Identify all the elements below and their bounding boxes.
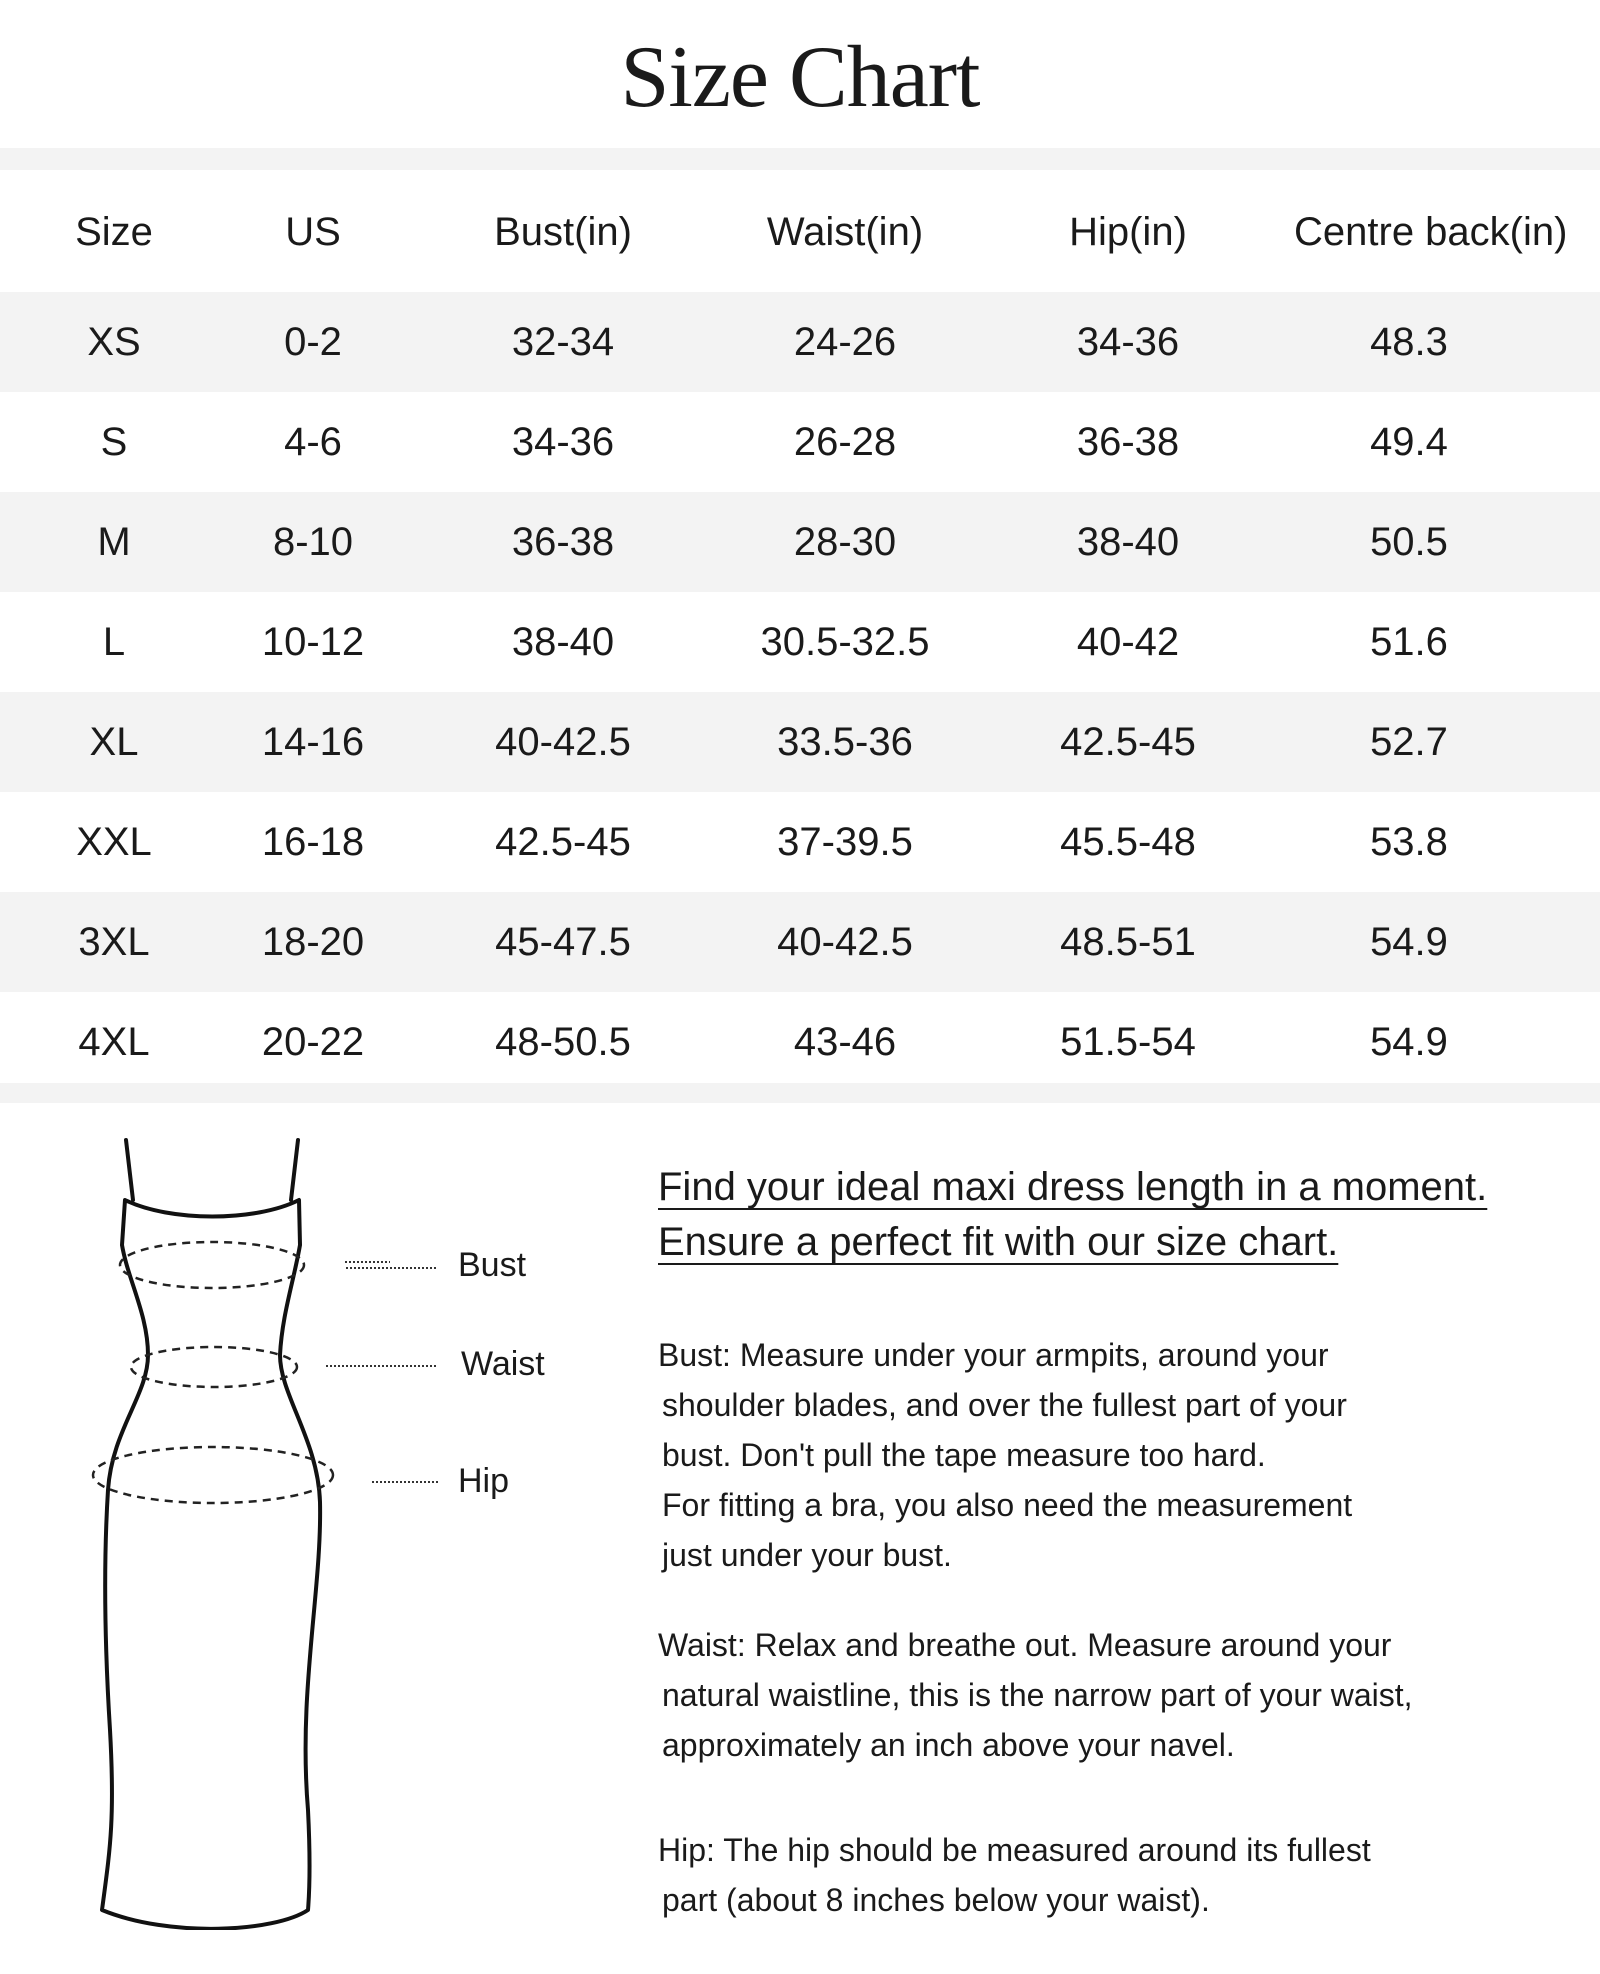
- cell-centre-back: 54.9: [1370, 1019, 1448, 1064]
- header-size: Size: [75, 209, 153, 254]
- headline-line-2: Ensure a perfect fit with our size chart.: [658, 1220, 1339, 1264]
- headline: [658, 1160, 1487, 1270]
- cell-hip: 51.5-54: [1060, 1019, 1196, 1064]
- bust-text-line: just under your bust.: [662, 1537, 952, 1573]
- waist-text-line: Waist: Relax and breathe out. Measure around your: [658, 1627, 1392, 1663]
- cell-us: 16-18: [261, 819, 365, 864]
- cell-bust: 36-38: [511, 519, 615, 564]
- cell-us: 18-20: [261, 919, 365, 964]
- cell-hip: 34-36: [1076, 319, 1180, 364]
- cell-waist: 37-39.5: [777, 819, 913, 864]
- cell-hip: 38-40: [1076, 519, 1180, 564]
- header-waist: Waist(in): [766, 209, 924, 254]
- cell-hip: 42.5-45: [1060, 719, 1196, 764]
- cell-us: 10-12: [261, 619, 365, 664]
- cell-size: L: [102, 619, 126, 664]
- waist-instructions: [658, 1620, 1413, 1770]
- cell-bust: 42.5-45: [495, 819, 631, 864]
- cell-us: 8-10: [272, 519, 354, 564]
- bust-text-line: For fitting a bra, you also need the measurement: [662, 1487, 1353, 1523]
- cell-bust: 32-34: [511, 319, 615, 364]
- cell-size: S: [100, 419, 128, 464]
- cell-us: 0-2: [284, 319, 342, 364]
- header-centre-back: Centre back(in): [1294, 209, 1568, 254]
- cell-us: 4-6: [284, 419, 342, 464]
- bust-instructions: [658, 1330, 1352, 1580]
- cell-waist: 26-28: [793, 419, 897, 464]
- waist-text-line: approximately an inch above your navel.: [662, 1727, 1235, 1763]
- hip-label: Hip: [458, 1462, 510, 1500]
- cell-centre-back: 52.7: [1370, 719, 1448, 764]
- header-bust: Bust(in): [494, 209, 632, 254]
- cell-centre-back: 54.9: [1370, 919, 1448, 964]
- cell-centre-back: 50.5: [1370, 519, 1448, 564]
- leader-lines: [0, 0, 600, 1974]
- cell-waist: 24-26: [793, 319, 897, 364]
- cell-size: XL: [89, 719, 139, 764]
- cell-centre-back: 49.4: [1370, 419, 1448, 464]
- cell-size: XXL: [76, 819, 152, 864]
- cell-bust: 45-47.5: [495, 919, 631, 964]
- cell-hip: 36-38: [1076, 419, 1180, 464]
- cell-size: M: [97, 519, 131, 564]
- bust-text-line: Bust: Measure under your armpits, around your: [658, 1337, 1329, 1373]
- header-us: US: [285, 209, 341, 254]
- cell-bust: 48-50.5: [495, 1019, 631, 1064]
- cell-bust: 38-40: [511, 619, 615, 664]
- cell-centre-back: 53.8: [1370, 819, 1448, 864]
- cell-bust: 34-36: [511, 419, 615, 464]
- cell-us: 14-16: [261, 719, 365, 764]
- cell-waist: 30.5-32.5: [760, 619, 930, 664]
- cell-size: 3XL: [78, 919, 150, 964]
- cell-us: 20-22: [261, 1019, 365, 1064]
- cell-bust: 40-42.5: [495, 719, 631, 764]
- hip-text-line: part (about 8 inches below your waist).: [662, 1882, 1210, 1918]
- cell-hip: 45.5-48: [1060, 819, 1196, 864]
- waist-label: Waist: [461, 1345, 545, 1383]
- cell-hip: 40-42: [1076, 619, 1180, 664]
- cell-centre-back: 51.6: [1370, 619, 1448, 664]
- cell-waist: 43-46: [793, 1019, 897, 1064]
- hip-instructions: [658, 1825, 1371, 1925]
- cell-waist: 33.5-36: [777, 719, 913, 764]
- cell-hip: 48.5-51: [1060, 919, 1196, 964]
- cell-size: 4XL: [78, 1019, 150, 1064]
- bust-label: Bust: [458, 1246, 527, 1284]
- headline-line-1: Find your ideal maxi dress length in a moment.: [658, 1165, 1488, 1209]
- page-title: Size Chart: [620, 29, 980, 126]
- bust-text-line: shoulder blades, and over the fullest part of your: [662, 1387, 1347, 1423]
- hip-text-line: Hip: The hip should be measured around its fullest: [658, 1832, 1371, 1868]
- bust-text-line: bust. Don't pull the tape measure too hard.: [662, 1437, 1266, 1473]
- cell-centre-back: 48.3: [1370, 319, 1448, 364]
- waist-text-line: natural waistline, this is the narrow part of your waist,: [662, 1677, 1413, 1713]
- cell-size: XS: [87, 319, 141, 364]
- cell-waist: 40-42.5: [777, 919, 913, 964]
- header-hip: Hip(in): [1069, 209, 1187, 254]
- cell-waist: 28-30: [793, 519, 897, 564]
